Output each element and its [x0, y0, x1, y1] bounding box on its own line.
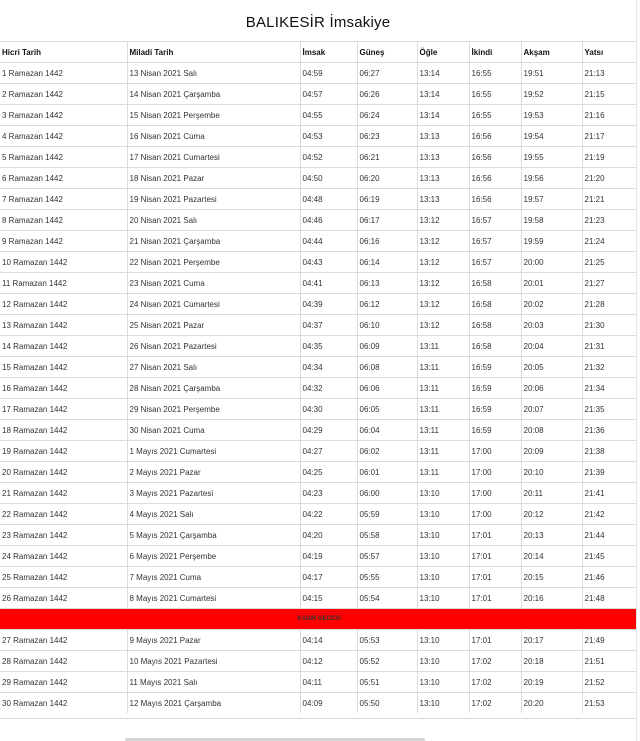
cell-gunes: 06:06: [357, 378, 417, 399]
cell-ogle: 13:12: [417, 210, 469, 231]
kadir-gecesi-label: KADIR GECESİ: [0, 609, 636, 630]
cell-yatsi: 21:38: [582, 441, 636, 462]
cell-ikindi: 16:58: [469, 273, 521, 294]
cell-hicri-tarih: 11 Ramazan 1442: [0, 273, 127, 294]
cell-imsak: 04:59: [300, 63, 357, 84]
table-row: [0, 630, 636, 651]
table-row: [0, 399, 636, 420]
cell-yatsi: 21:24: [582, 231, 636, 252]
cell-imsak: 04:43: [300, 252, 357, 273]
cell-aksam: 20:09: [521, 441, 582, 462]
header-ikindi: İkindi: [469, 42, 521, 63]
cell-ikindi: 16:55: [469, 105, 521, 126]
cell-gunes: 06:04: [357, 420, 417, 441]
cell-imsak: 04:12: [300, 651, 357, 672]
cell-miladi-tarih: 7 Mayıs 2021 Cuma: [127, 567, 300, 588]
cell-hicri-tarih: 27 Ramazan 1442: [0, 630, 127, 651]
cell-yatsi: 21:42: [582, 504, 636, 525]
cell-ikindi: 16:58: [469, 315, 521, 336]
table-row: [0, 336, 636, 357]
cell-hicri-tarih: 23 Ramazan 1442: [0, 525, 127, 546]
cell-ikindi: 16:56: [469, 147, 521, 168]
cell-aksam: 20:04: [521, 336, 582, 357]
cell-imsak: 04:27: [300, 441, 357, 462]
cell-ikindi: 16:59: [469, 399, 521, 420]
cell-hicri-tarih: 25 Ramazan 1442: [0, 567, 127, 588]
cell-aksam: 20:10: [521, 462, 582, 483]
cell-imsak: 04:52: [300, 147, 357, 168]
cell-aksam: 20:02: [521, 294, 582, 315]
table-body-kadir: [0, 609, 636, 630]
cell-yatsi: 21:45: [582, 546, 636, 567]
cell-ogle: 13:11: [417, 441, 469, 462]
cell-miladi-tarih: 19 Nisan 2021 Pazartesi: [127, 189, 300, 210]
cell-imsak: 04:32: [300, 378, 357, 399]
table-row: [0, 462, 636, 483]
cell-aksam: 20:19: [521, 672, 582, 693]
cell-gunes: 06:21: [357, 147, 417, 168]
table-row: [0, 189, 636, 210]
cell-miladi-tarih: 2 Mayıs 2021 Pazar: [127, 462, 300, 483]
cell-ikindi: 16:58: [469, 336, 521, 357]
cell-imsak: 04:35: [300, 336, 357, 357]
cell-miladi-tarih: 8 Mayıs 2021 Cumartesi: [127, 588, 300, 609]
cell-ikindi: 16:55: [469, 84, 521, 105]
cell-aksam: 20:18: [521, 651, 582, 672]
cell-miladi-tarih: 30 Nisan 2021 Cuma: [127, 420, 300, 441]
cell-ogle: 13:10: [417, 588, 469, 609]
table-row: [0, 147, 636, 168]
cell-aksam: 19:55: [521, 147, 582, 168]
cell-aksam: 20:03: [521, 315, 582, 336]
cell-ikindi: 16:57: [469, 231, 521, 252]
cell-ogle: 13:10: [417, 525, 469, 546]
cell-gunes: 05:57: [357, 546, 417, 567]
cell-ikindi: 16:57: [469, 252, 521, 273]
cell-yatsi: 21:49: [582, 630, 636, 651]
cell-ikindi: 17:01: [469, 567, 521, 588]
cell-ikindi: 16:59: [469, 378, 521, 399]
cell-hicri-tarih: 24 Ramazan 1442: [0, 546, 127, 567]
table-body-after: [0, 630, 636, 714]
cell-gunes: 06:26: [357, 84, 417, 105]
cell-ogle: 13:13: [417, 168, 469, 189]
cell-miladi-tarih: 22 Nisan 2021 Perşembe: [127, 252, 300, 273]
cell-gunes: 05:53: [357, 630, 417, 651]
cell-aksam: 20:00: [521, 252, 582, 273]
cell-ogle: 13:10: [417, 672, 469, 693]
cell-miladi-tarih: 28 Nisan 2021 Çarşamba: [127, 378, 300, 399]
cell-hicri-tarih: 7 Ramazan 1442: [0, 189, 127, 210]
cell-miladi-tarih: 1 Mayıs 2021 Cumartesi: [127, 441, 300, 462]
cell-hicri-tarih: 6 Ramazan 1442: [0, 168, 127, 189]
cell-gunes: 06:09: [357, 336, 417, 357]
cell-aksam: 19:58: [521, 210, 582, 231]
cell-ogle: 13:13: [417, 147, 469, 168]
cell-yatsi: 21:53: [582, 693, 636, 714]
cell-aksam: 20:07: [521, 399, 582, 420]
cell-miladi-tarih: 6 Mayıs 2021 Perşembe: [127, 546, 300, 567]
cell-imsak: 04:41: [300, 273, 357, 294]
kadir-gecesi-row: [0, 609, 636, 630]
table-row: [0, 504, 636, 525]
cell-hicri-tarih: 4 Ramazan 1442: [0, 126, 127, 147]
cell-hicri-tarih: 28 Ramazan 1442: [0, 651, 127, 672]
cell-aksam: 19:51: [521, 63, 582, 84]
cell-ikindi: 17:00: [469, 483, 521, 504]
cell-ikindi: 16:56: [469, 189, 521, 210]
cell-ogle: 13:11: [417, 420, 469, 441]
cell-aksam: 19:57: [521, 189, 582, 210]
cell-aksam: 19:54: [521, 126, 582, 147]
cell-aksam: 20:06: [521, 378, 582, 399]
cell-gunes: 05:50: [357, 693, 417, 714]
header-yatsi: Yatsı: [582, 42, 636, 63]
cell-imsak: 04:53: [300, 126, 357, 147]
cell-yatsi: 21:17: [582, 126, 636, 147]
cell-imsak: 04:57: [300, 84, 357, 105]
cell-yatsi: 21:16: [582, 105, 636, 126]
cell-yatsi: 21:13: [582, 63, 636, 84]
cell-imsak: 04:14: [300, 630, 357, 651]
cell-gunes: 05:59: [357, 504, 417, 525]
cell-ogle: 13:12: [417, 252, 469, 273]
cell-yatsi: 21:23: [582, 210, 636, 231]
cell-aksam: 20:12: [521, 504, 582, 525]
cell-hicri-tarih: 13 Ramazan 1442: [0, 315, 127, 336]
cell-ogle: 13:12: [417, 315, 469, 336]
table-row: [0, 168, 636, 189]
header-aksam: Akşam: [521, 42, 582, 63]
cell-ogle: 13:12: [417, 294, 469, 315]
cell-hicri-tarih: 29 Ramazan 1442: [0, 672, 127, 693]
cell-ogle: 13:11: [417, 378, 469, 399]
cell-gunes: 05:55: [357, 567, 417, 588]
cell-yatsi: 21:21: [582, 189, 636, 210]
table-header-row: [0, 42, 636, 63]
cell-ikindi: 17:01: [469, 525, 521, 546]
header-ogle: Öğle: [417, 42, 469, 63]
cell-aksam: 19:56: [521, 168, 582, 189]
cell-ikindi: 17:02: [469, 693, 521, 714]
cell-imsak: 04:34: [300, 357, 357, 378]
cell-imsak: 04:15: [300, 588, 357, 609]
cell-imsak: 04:39: [300, 294, 357, 315]
table-row: [0, 567, 636, 588]
cell-aksam: 20:20: [521, 693, 582, 714]
cell-ikindi: 16:56: [469, 168, 521, 189]
cell-imsak: 04:37: [300, 315, 357, 336]
cell-hicri-tarih: 3 Ramazan 1442: [0, 105, 127, 126]
table-row: [0, 294, 636, 315]
cell-gunes: 06:10: [357, 315, 417, 336]
cell-yatsi: 21:41: [582, 483, 636, 504]
cell-miladi-tarih: 27 Nisan 2021 Salı: [127, 357, 300, 378]
cell-imsak: 04:11: [300, 672, 357, 693]
cell-aksam: 19:52: [521, 84, 582, 105]
cell-aksam: 20:05: [521, 357, 582, 378]
cell-yatsi: 21:46: [582, 567, 636, 588]
cell-yatsi: 21:32: [582, 357, 636, 378]
cell-aksam: 20:08: [521, 420, 582, 441]
cell-hicri-tarih: 26 Ramazan 1442: [0, 588, 127, 609]
cell-gunes: 06:23: [357, 126, 417, 147]
cell-miladi-tarih: 20 Nisan 2021 Salı: [127, 210, 300, 231]
cell-hicri-tarih: 17 Ramazan 1442: [0, 399, 127, 420]
cell-gunes: 06:02: [357, 441, 417, 462]
cell-hicri-tarih: 16 Ramazan 1442: [0, 378, 127, 399]
cell-ogle: 13:10: [417, 630, 469, 651]
cell-miladi-tarih: 5 Mayıs 2021 Çarşamba: [127, 525, 300, 546]
cell-hicri-tarih: 2 Ramazan 1442: [0, 84, 127, 105]
cell-imsak: 04:55: [300, 105, 357, 126]
cell-gunes: 06:17: [357, 210, 417, 231]
cell-hicri-tarih: 18 Ramazan 1442: [0, 420, 127, 441]
cell-ikindi: 17:02: [469, 651, 521, 672]
cell-gunes: 06:16: [357, 231, 417, 252]
table-row: [0, 231, 636, 252]
cell-ikindi: 17:01: [469, 546, 521, 567]
cell-miladi-tarih: 14 Nisan 2021 Çarşamba: [127, 84, 300, 105]
cell-ogle: 13:12: [417, 273, 469, 294]
header-imsak: İmsak: [300, 42, 357, 63]
cell-aksam: 19:53: [521, 105, 582, 126]
cell-yatsi: 21:28: [582, 294, 636, 315]
cell-aksam: 20:15: [521, 567, 582, 588]
cell-ikindi: 17:00: [469, 504, 521, 525]
cell-gunes: 05:52: [357, 651, 417, 672]
cell-hicri-tarih: 19 Ramazan 1442: [0, 441, 127, 462]
cell-yatsi: 21:39: [582, 462, 636, 483]
cell-gunes: 06:27: [357, 63, 417, 84]
cell-yatsi: 21:35: [582, 399, 636, 420]
cell-yatsi: 21:48: [582, 588, 636, 609]
cell-yatsi: 21:20: [582, 168, 636, 189]
cell-ikindi: 16:56: [469, 126, 521, 147]
cell-ikindi: 17:00: [469, 441, 521, 462]
cell-yatsi: 21:51: [582, 651, 636, 672]
cell-imsak: 04:29: [300, 420, 357, 441]
cell-miladi-tarih: 29 Nisan 2021 Perşembe: [127, 399, 300, 420]
cell-gunes: 06:20: [357, 168, 417, 189]
cell-aksam: 20:14: [521, 546, 582, 567]
cell-yatsi: 21:52: [582, 672, 636, 693]
cell-ogle: 13:12: [417, 231, 469, 252]
cell-gunes: 06:00: [357, 483, 417, 504]
cell-ikindi: 17:01: [469, 588, 521, 609]
cell-yatsi: 21:30: [582, 315, 636, 336]
cell-miladi-tarih: 16 Nisan 2021 Cuma: [127, 126, 300, 147]
cell-gunes: 05:54: [357, 588, 417, 609]
cell-imsak: 04:23: [300, 483, 357, 504]
cell-imsak: 04:50: [300, 168, 357, 189]
table-row: [0, 105, 636, 126]
cell-yatsi: 21:36: [582, 420, 636, 441]
table-row: [0, 63, 636, 84]
cell-yatsi: 21:31: [582, 336, 636, 357]
cell-aksam: 20:17: [521, 630, 582, 651]
cell-gunes: 05:51: [357, 672, 417, 693]
cell-gunes: 06:19: [357, 189, 417, 210]
table-row: [0, 84, 636, 105]
table-row: [0, 357, 636, 378]
cell-gunes: 06:08: [357, 357, 417, 378]
cell-miladi-tarih: 24 Nisan 2021 Cumartesi: [127, 294, 300, 315]
cell-hicri-tarih: 14 Ramazan 1442: [0, 336, 127, 357]
cell-aksam: 20:11: [521, 483, 582, 504]
cell-gunes: 06:14: [357, 252, 417, 273]
table-row: [0, 483, 636, 504]
cell-imsak: 04:20: [300, 525, 357, 546]
cell-ogle: 13:10: [417, 504, 469, 525]
cell-imsak: 04:46: [300, 210, 357, 231]
cell-imsak: 04:48: [300, 189, 357, 210]
cell-hicri-tarih: 9 Ramazan 1442: [0, 231, 127, 252]
cell-hicri-tarih: 21 Ramazan 1442: [0, 483, 127, 504]
cell-hicri-tarih: 1 Ramazan 1442: [0, 63, 127, 84]
cell-hicri-tarih: 10 Ramazan 1442: [0, 252, 127, 273]
cell-hicri-tarih: 5 Ramazan 1442: [0, 147, 127, 168]
cell-gunes: 06:01: [357, 462, 417, 483]
cell-miladi-tarih: 12 Mayıs 2021 Çarşamba: [127, 693, 300, 714]
cell-ogle: 13:10: [417, 546, 469, 567]
table-row: [0, 651, 636, 672]
cell-ogle: 13:10: [417, 483, 469, 504]
cell-ikindi: 16:59: [469, 357, 521, 378]
table-body-before: [0, 63, 636, 609]
cell-miladi-tarih: 9 Mayıs 2021 Pazar: [127, 630, 300, 651]
cell-miladi-tarih: 21 Nisan 2021 Çarşamba: [127, 231, 300, 252]
cell-hicri-tarih: 22 Ramazan 1442: [0, 504, 127, 525]
table-row: [0, 546, 636, 567]
cell-aksam: 19:59: [521, 231, 582, 252]
table-row: [0, 210, 636, 231]
cell-miladi-tarih: 26 Nisan 2021 Pazartesi: [127, 336, 300, 357]
table-row: [0, 315, 636, 336]
page-title: BALIKESİR İmsakiye: [245, 14, 391, 31]
cell-gunes: 06:13: [357, 273, 417, 294]
right-edge-divider: [636, 0, 637, 741]
cell-ogle: 13:10: [417, 693, 469, 714]
header-gunes: Güneş: [357, 42, 417, 63]
cell-hicri-tarih: 8 Ramazan 1442: [0, 210, 127, 231]
cell-yatsi: 21:34: [582, 378, 636, 399]
cell-ogle: 13:10: [417, 567, 469, 588]
cell-miladi-tarih: 17 Nisan 2021 Cumartesi: [127, 147, 300, 168]
cell-hicri-tarih: 15 Ramazan 1442: [0, 357, 127, 378]
cell-gunes: 06:12: [357, 294, 417, 315]
cell-ikindi: 16:57: [469, 210, 521, 231]
table-row: [0, 441, 636, 462]
cell-imsak: 04:30: [300, 399, 357, 420]
cell-ogle: 13:14: [417, 105, 469, 126]
cell-aksam: 20:16: [521, 588, 582, 609]
cell-ogle: 13:11: [417, 357, 469, 378]
cell-ikindi: 16:59: [469, 420, 521, 441]
cell-miladi-tarih: 15 Nisan 2021 Perşembe: [127, 105, 300, 126]
cell-miladi-tarih: 4 Mayıs 2021 Salı: [127, 504, 300, 525]
cell-ikindi: 17:02: [469, 672, 521, 693]
cell-imsak: 04:25: [300, 462, 357, 483]
cell-yatsi: 21:27: [582, 273, 636, 294]
table-row: [0, 525, 636, 546]
cell-miladi-tarih: 13 Nisan 2021 Salı: [127, 63, 300, 84]
table-row: [0, 252, 636, 273]
cell-aksam: 20:01: [521, 273, 582, 294]
cell-gunes: 06:24: [357, 105, 417, 126]
cell-imsak: 04:19: [300, 546, 357, 567]
cell-ogle: 13:13: [417, 126, 469, 147]
cell-miladi-tarih: 25 Nisan 2021 Pazar: [127, 315, 300, 336]
cell-yatsi: 21:44: [582, 525, 636, 546]
cell-ogle: 13:11: [417, 462, 469, 483]
cell-ogle: 13:10: [417, 651, 469, 672]
cell-hicri-tarih: 20 Ramazan 1442: [0, 462, 127, 483]
cell-gunes: 05:58: [357, 525, 417, 546]
cell-imsak: 04:44: [300, 231, 357, 252]
header-miladi-tarih: Miladi Tarih: [127, 42, 300, 63]
cell-yatsi: 21:25: [582, 252, 636, 273]
table-bottom-border: [0, 718, 636, 719]
cell-miladi-tarih: 10 Mayıs 2021 Pazartesi: [127, 651, 300, 672]
table-row: [0, 588, 636, 609]
cell-ikindi: 17:01: [469, 630, 521, 651]
cell-imsak: 04:17: [300, 567, 357, 588]
table-row: [0, 126, 636, 147]
cell-miladi-tarih: 3 Mayıs 2021 Pazartesi: [127, 483, 300, 504]
table-row: [0, 273, 636, 294]
cell-ogle: 13:11: [417, 336, 469, 357]
cell-aksam: 20:13: [521, 525, 582, 546]
table-row: [0, 672, 636, 693]
cell-imsak: 04:22: [300, 504, 357, 525]
cell-ogle: 13:14: [417, 84, 469, 105]
cell-ikindi: 16:58: [469, 294, 521, 315]
cell-ogle: 13:14: [417, 63, 469, 84]
cell-yatsi: 21:19: [582, 147, 636, 168]
cell-ikindi: 16:55: [469, 63, 521, 84]
cell-yatsi: 21:15: [582, 84, 636, 105]
table-row: [0, 378, 636, 399]
imsakiye-table: [0, 41, 636, 713]
cell-hicri-tarih: 30 Ramazan 1442: [0, 693, 127, 714]
cell-miladi-tarih: 23 Nisan 2021 Cuma: [127, 273, 300, 294]
table-row: [0, 693, 636, 714]
cell-ikindi: 17:00: [469, 462, 521, 483]
cell-ogle: 13:13: [417, 189, 469, 210]
cell-gunes: 06:05: [357, 399, 417, 420]
header-hicri-tarih: Hicri Tarih: [0, 42, 127, 63]
cell-miladi-tarih: 18 Nisan 2021 Pazar: [127, 168, 300, 189]
cell-imsak: 04:09: [300, 693, 357, 714]
cell-hicri-tarih: 12 Ramazan 1442: [0, 294, 127, 315]
cell-miladi-tarih: 11 Mayıs 2021 Salı: [127, 672, 300, 693]
table-row: [0, 420, 636, 441]
cell-ogle: 13:11: [417, 399, 469, 420]
